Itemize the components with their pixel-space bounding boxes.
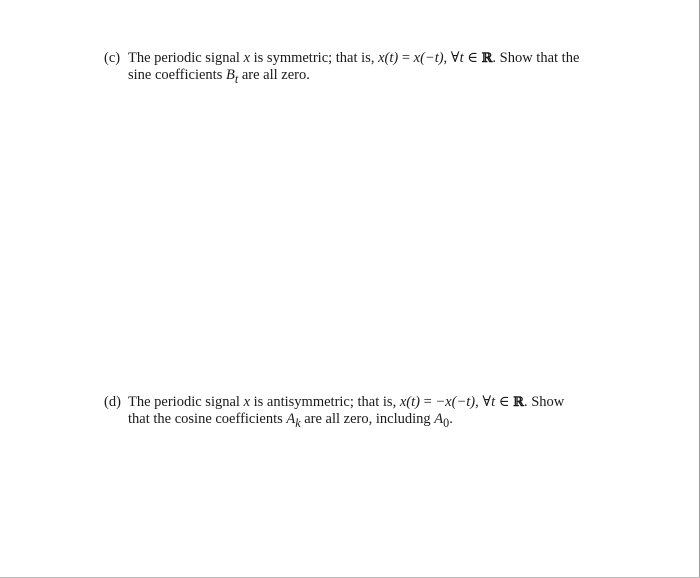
- math-subscript: t: [234, 71, 239, 86]
- math-subscript: 0: [443, 415, 450, 430]
- math-forall: , ∀: [475, 394, 492, 410]
- math-expr: x(t): [378, 50, 399, 66]
- math-expr: x(t): [399, 394, 420, 410]
- math-reals: ℝ: [481, 51, 493, 66]
- problem-d-text: is antisymmetric; that is,: [250, 394, 400, 410]
- math-var: x: [243, 50, 250, 66]
- problem-d-text: The periodic signal: [128, 394, 244, 410]
- problem-c-text: sine coefficients: [128, 67, 226, 83]
- problem-d-line-2: [104, 411, 604, 432]
- math-expr: −x(−t): [435, 394, 476, 410]
- math-coefficient: A: [286, 411, 296, 427]
- problem-d-text: . Show: [523, 394, 565, 410]
- math-in: ∈: [495, 394, 514, 410]
- problem-d-label: (d): [104, 394, 121, 410]
- problem-d: [104, 394, 604, 432]
- math-operator: =: [398, 50, 414, 66]
- problem-d-line-1: [104, 394, 604, 411]
- math-reals: ℝ: [513, 395, 524, 410]
- problem-d-text: are all zero, including: [300, 411, 435, 427]
- math-in: ∈: [463, 50, 482, 66]
- math-var: t: [491, 394, 496, 410]
- problem-c-text: is symmetric; that is,: [250, 50, 379, 66]
- math-operator: =: [419, 394, 436, 410]
- problem-c-line-2: [104, 67, 604, 88]
- math-subscript: k: [295, 415, 301, 430]
- problem-c-text: The periodic signal: [128, 50, 244, 66]
- math-var: x: [243, 394, 250, 410]
- math-coefficient: A: [434, 411, 444, 427]
- problem-d-text: .: [449, 411, 453, 427]
- problem-c-line-1: [104, 50, 604, 67]
- problem-c-label: (c): [104, 50, 121, 66]
- math-coefficient: B: [225, 67, 235, 83]
- problem-d-text: that the cosine coefficients: [128, 411, 287, 427]
- problem-c: [104, 50, 604, 88]
- math-var: t: [459, 50, 464, 66]
- math-forall: , ∀: [443, 50, 460, 66]
- math-expr: x(−t): [413, 50, 444, 66]
- problem-c-text: . Show that the: [492, 50, 580, 66]
- problem-c-text: are all zero.: [238, 67, 310, 83]
